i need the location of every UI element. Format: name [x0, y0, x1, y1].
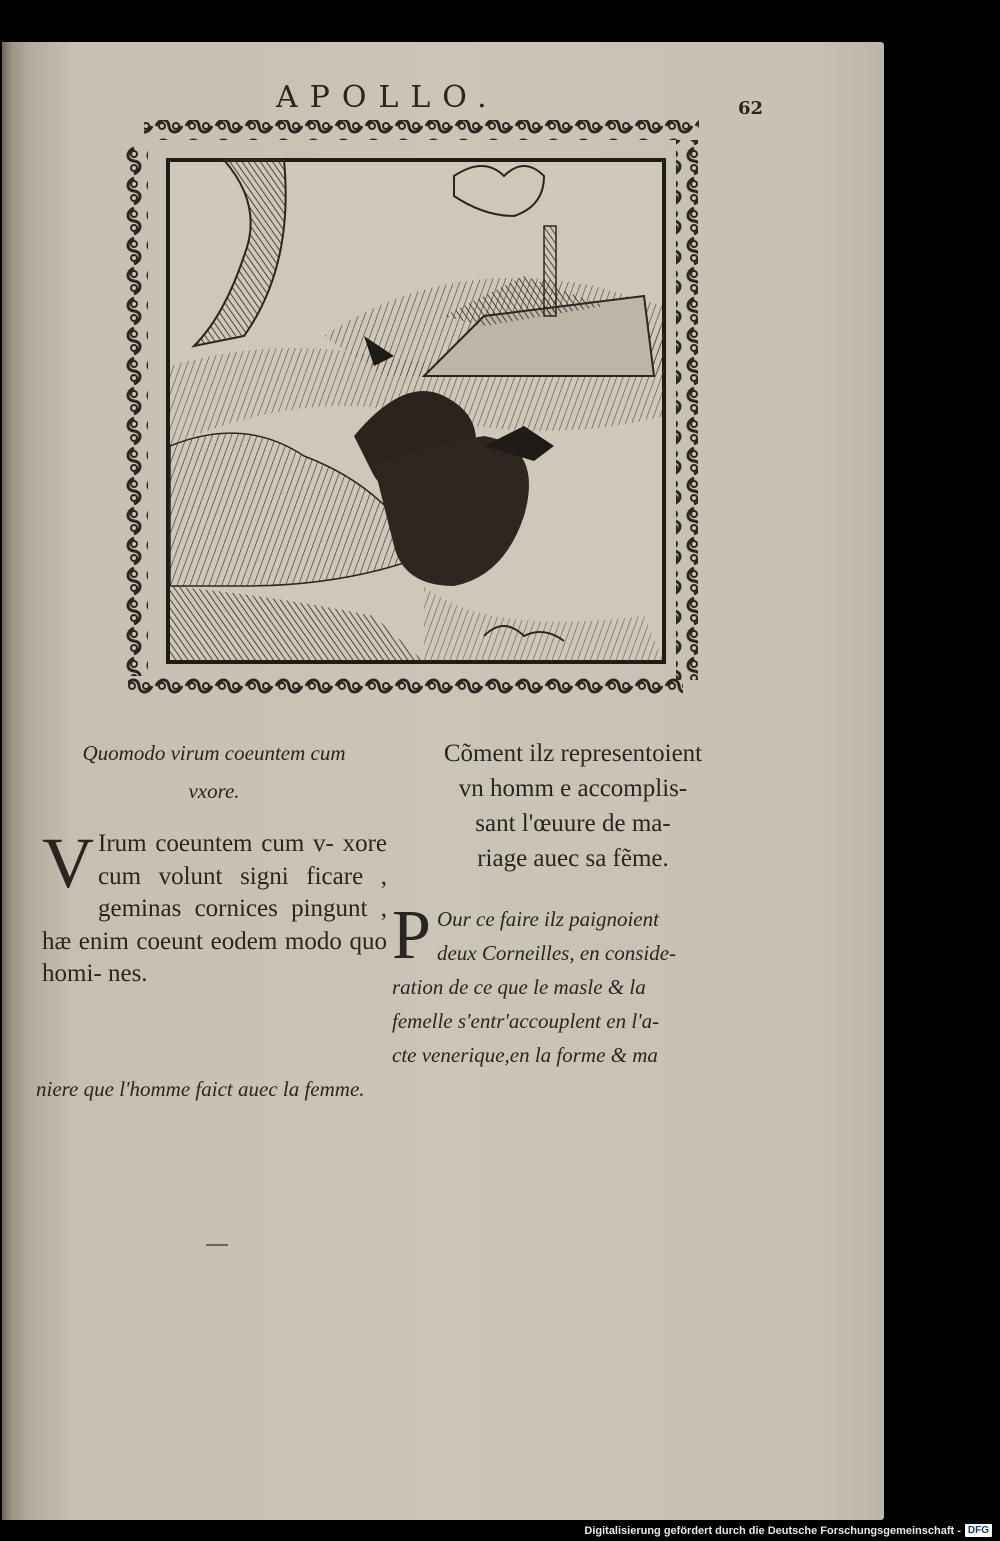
footer-credit	[584, 1524, 992, 1537]
french-body-line6: niere que l'homme faict auec la femme.	[36, 1077, 365, 1101]
french-body-line5: cte venerique,en la forme & ma	[392, 1043, 658, 1067]
french-body-line2: deux Corneilles, en conside-	[436, 941, 677, 965]
french-heading-line4: riage auec sa fẽme.	[477, 845, 669, 872]
latin-drop-cap: V	[42, 823, 94, 903]
french-heading-line2: vn homm e accomplis-	[458, 775, 688, 802]
french-heading	[398, 736, 748, 876]
woodcut-illustration	[124, 116, 704, 704]
french-heading-line3: sant l'œuure de ma-	[475, 810, 671, 837]
french-drop-cap: P	[392, 897, 431, 974]
french-body-line3: ration de ce que le masle & la	[392, 975, 646, 999]
page-number: 62	[738, 98, 764, 119]
french-body	[36, 897, 738, 1106]
running-head: APOLLO.	[276, 80, 499, 115]
latin-heading-line2: vxore.	[188, 779, 240, 803]
latin-body-text: Irum coeuntem cum v- xore cum volunt signi ficare , geminas cornices pingunt , hæ enim coeunt eodem modo quo homi- nes.	[42, 830, 387, 987]
french-body-line1: Our ce faire ilz paignoient	[436, 907, 659, 931]
french-body-line4: femelle s'entr'accouplent en l'a-	[392, 1009, 660, 1033]
footer-text: Digitalisierung gefördert durch die Deutsche Forschungsgemeinschaft -	[584, 1524, 961, 1537]
latin-heading	[44, 734, 384, 810]
ornamental-border-icon	[124, 116, 704, 704]
dfg-logo-icon: DFG	[965, 1524, 992, 1537]
printers-mark	[206, 1244, 228, 1246]
french-heading-line1: Cõment ilz representoient	[443, 740, 703, 767]
french-body-column	[36, 897, 738, 1072]
page-gutter	[2, 42, 14, 1520]
latin-heading-line1: Quomodo virum coeuntem cum	[82, 741, 346, 765]
